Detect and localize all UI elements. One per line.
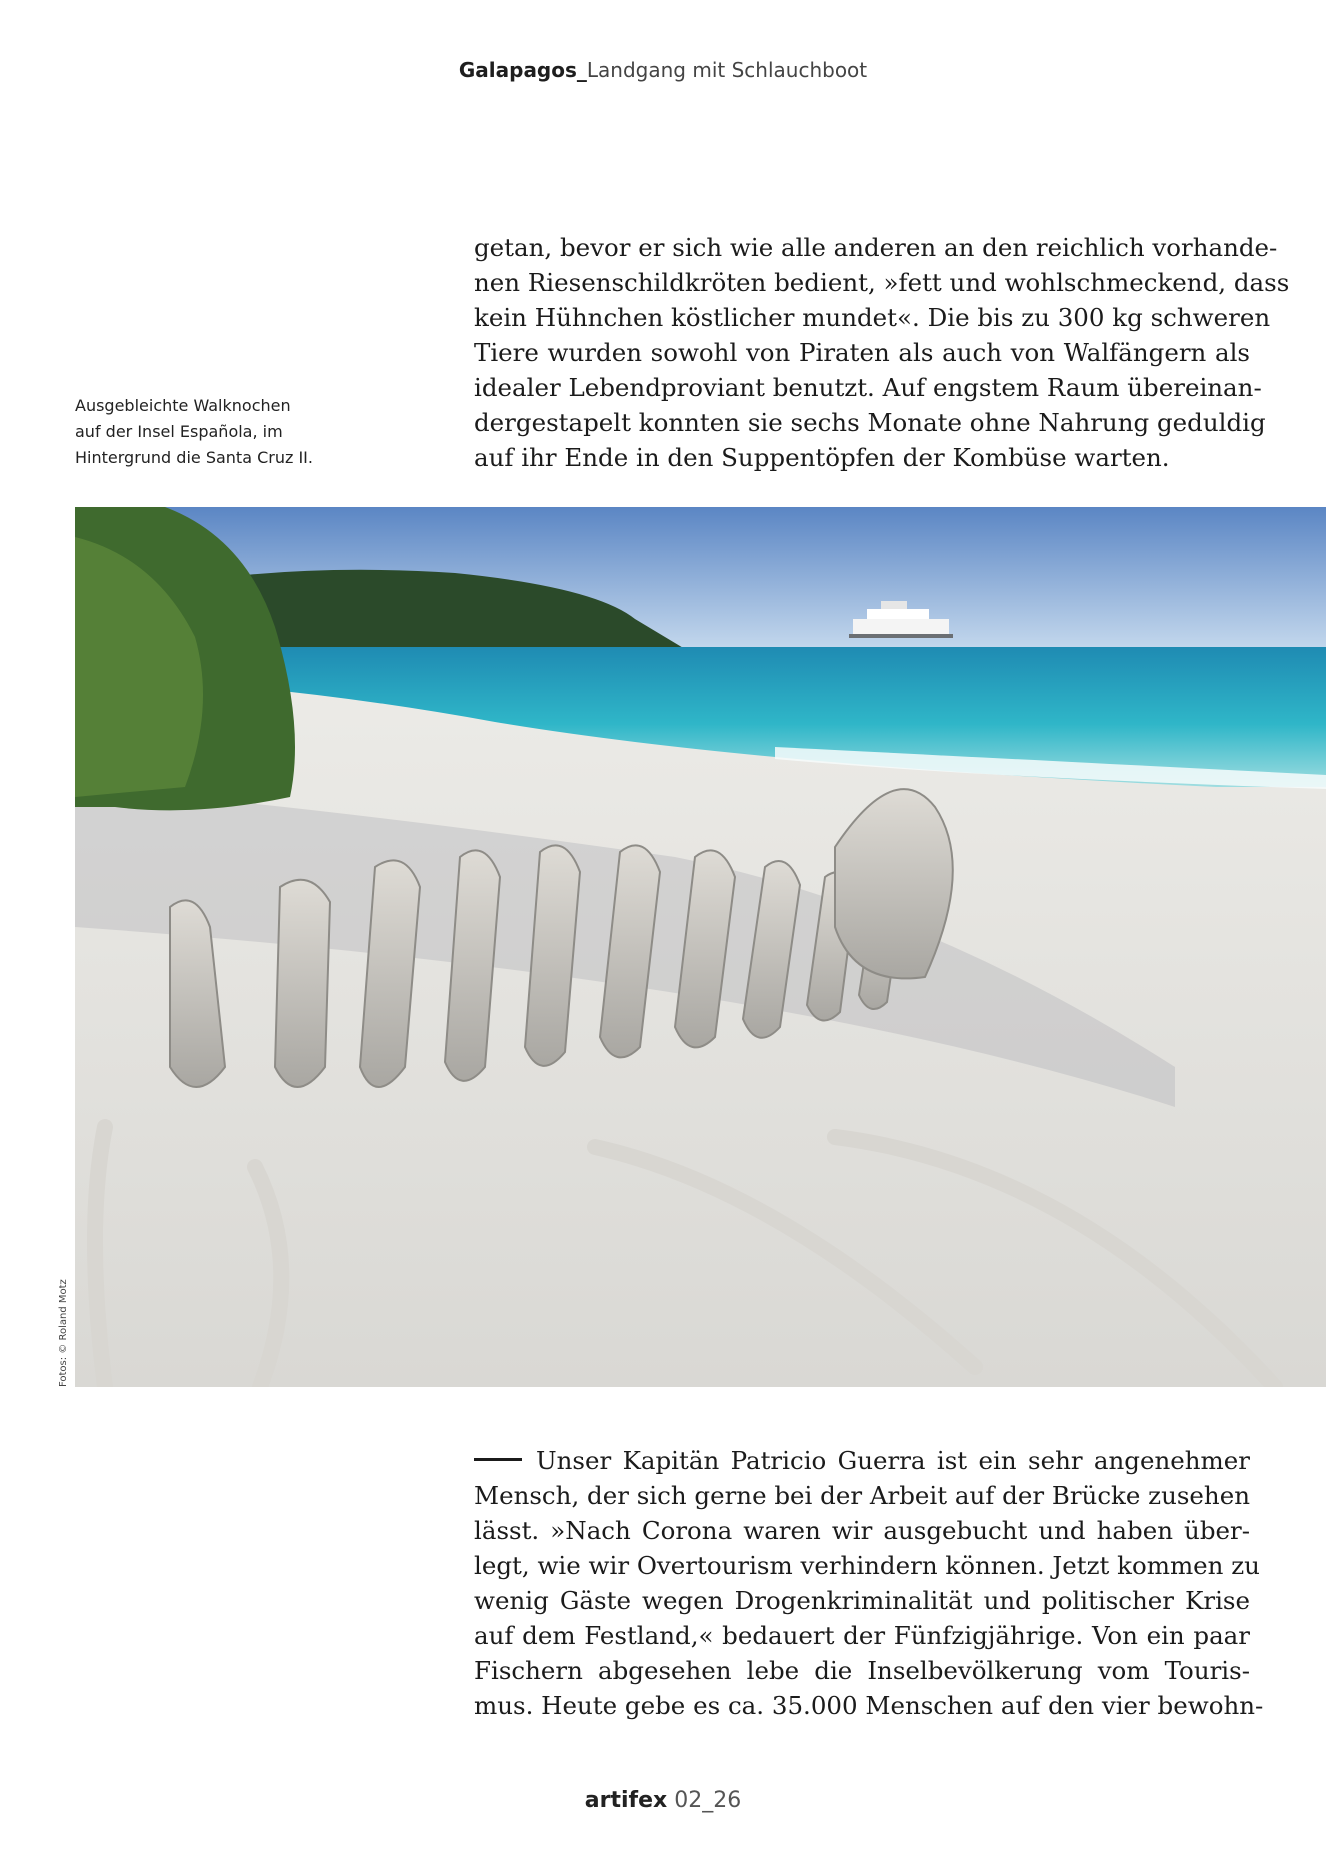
text-line: nen Riesenschildkröten bedient, »fett und wohlschmeckend, dass — [474, 268, 1290, 297]
section-separator: _ — [576, 58, 587, 82]
issue-number: 02 — [674, 1788, 703, 1813]
text-line: auf dem Festland,« bedauert der Fünfzigjährige. Von ein paar — [474, 1621, 1250, 1650]
text-line: Unser Kapitän Patricio Guerra ist ein sehr angenehmer — [536, 1446, 1250, 1475]
page-number: 26 — [713, 1788, 742, 1813]
text-line: Tiere wurden sowohl von Piraten als auch von Walfängern als — [474, 338, 1250, 367]
article-column-bottom — [474, 1443, 1264, 1723]
section-topic: Landgang mit Schlauchboot — [586, 58, 868, 82]
text-line: auf ihr Ende in den Suppentöpfen der Kombüse warten. — [474, 443, 1170, 472]
magazine-name: artifex — [584, 1788, 668, 1813]
text-line: legt, wie wir Overtourism verhindern können. Jetzt kommen zu — [474, 1551, 1260, 1580]
text-line-first — [474, 1443, 1250, 1478]
section-title: Galapagos — [458, 58, 577, 82]
caption-line: Hintergrund die Santa Cruz II. — [75, 448, 313, 467]
text-line: dergestapelt konnten sie sechs Monate ohne Nahrung geduldig — [474, 408, 1266, 437]
paragraph-dash — [474, 1458, 522, 1461]
text-line: mus. Heute gebe es ca. 35.000 Menschen auf den vier bewohn- — [474, 1691, 1264, 1720]
text-line: kein Hühnchen köstlicher mundet«. Die bis zu 300 kg schweren — [474, 303, 1271, 332]
caption-line: auf der Insel Española, im — [75, 422, 283, 441]
text-line: wenig Gäste wegen Drogenkriminalität und politischer Krise — [474, 1586, 1250, 1615]
beach-whale-bones-photo — [75, 507, 1326, 1387]
article-column-top — [474, 230, 1290, 475]
text-line: idealer Lebendproviant benutzt. Auf engstem Raum übereinan- — [474, 373, 1262, 402]
text-line: lässt. »Nach Corona waren wir ausgebucht und haben über- — [474, 1516, 1250, 1545]
photo-caption — [75, 393, 375, 471]
text-line: Fischern abgesehen lebe die Inselbevölkerung vom Touris- — [474, 1656, 1250, 1685]
photo-illustration — [75, 507, 1326, 1387]
running-head — [0, 58, 1326, 82]
photo-credit: Fotos: © Roland Motz — [58, 1279, 69, 1387]
page-footer — [0, 1788, 1326, 1813]
caption-line: Ausgebleichte Walknochen — [75, 396, 291, 415]
page-separator: _ — [702, 1788, 714, 1813]
text-line: getan, bevor er sich wie alle anderen an den reichlich vorhande- — [474, 233, 1278, 262]
text-line: Mensch, der sich gerne bei der Arbeit auf der Brücke zusehen — [474, 1481, 1250, 1510]
